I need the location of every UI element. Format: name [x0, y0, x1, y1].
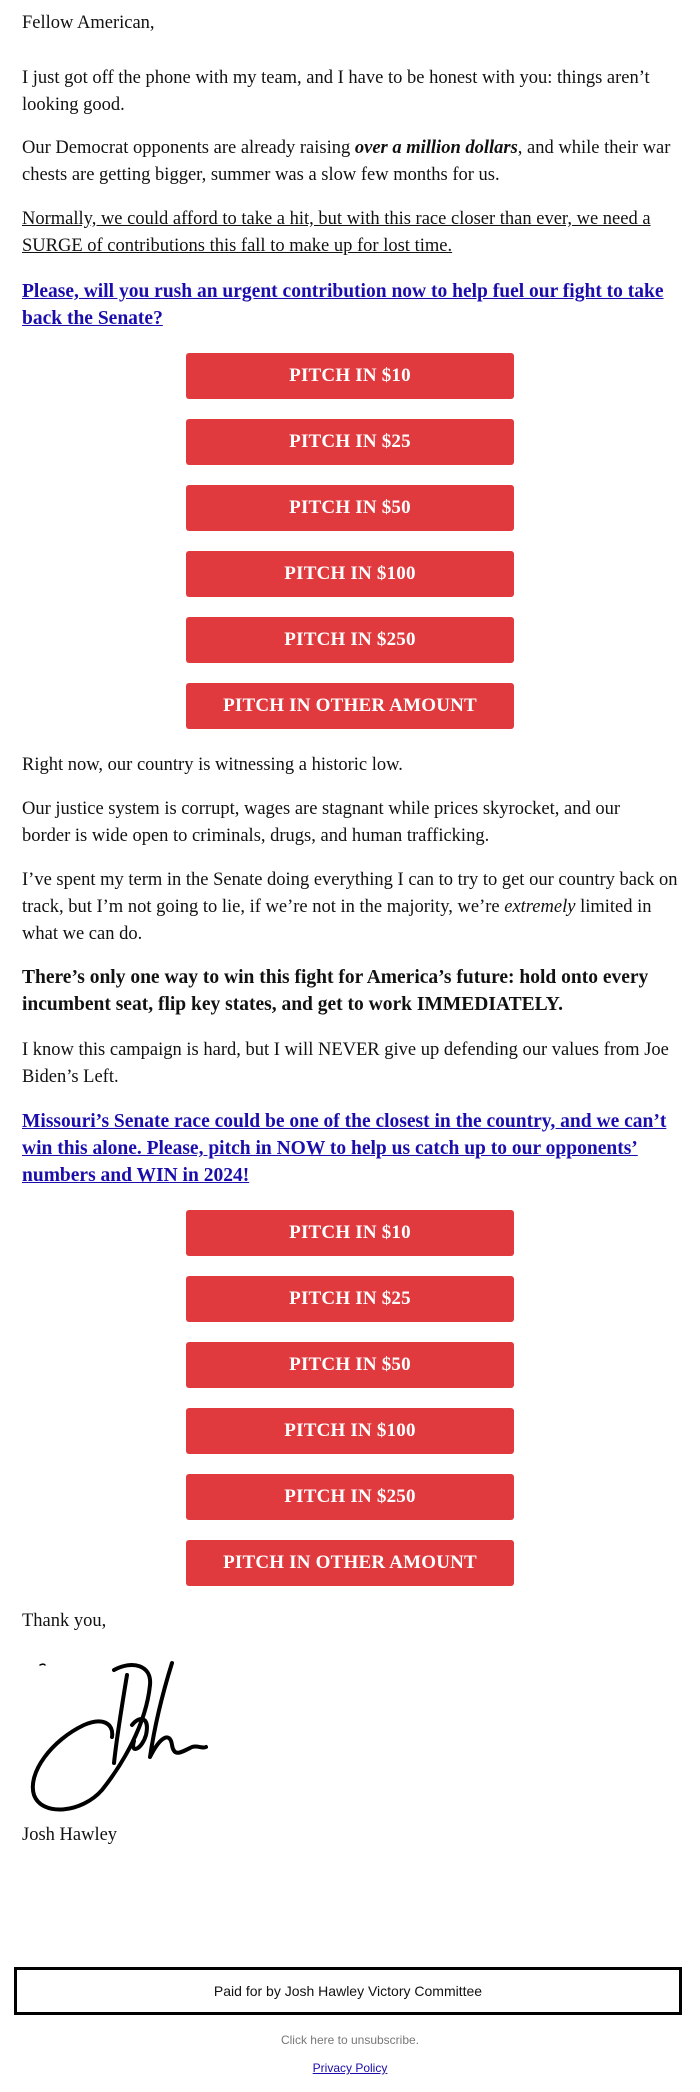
paid-for-box: [14, 1967, 682, 2015]
pitch-in-250-button[interactable]: PITCH IN $250: [186, 617, 514, 663]
pitch-in-50-button[interactable]: PITCH IN $50: [186, 485, 514, 531]
cta-link-missouri[interactable]: Missouri’s Senate race could be one of the closest in the country, and we can’t win this alone. Please, pitch in NOW to help us catch up to our opponents’ numbers and WIN in 2024!: [22, 1111, 667, 1186]
paragraph-one-way: There’s only one way to win this fight for America’s future: hold onto every incumbent seat, flip key states, and get to work IMMEDIATELY.: [22, 967, 649, 1015]
privacy-policy: [0, 2061, 700, 2075]
signoff: Thank you,: [22, 1611, 107, 1631]
extremely-emphasis: extremely: [504, 897, 576, 917]
signature-name: Josh Hawley: [22, 1825, 118, 1845]
pitch-in-25-button[interactable]: PITCH IN $25: [186, 1276, 514, 1322]
privacy-policy-link[interactable]: Privacy Policy: [312, 2061, 388, 2075]
greeting: Fellow American,: [22, 13, 155, 33]
paragraph-opponents-after: , and while their war chests are getting bigger, summer was a slow few months for us.: [22, 138, 671, 185]
pitch-in-25-button[interactable]: PITCH IN $25: [186, 419, 514, 465]
pitch-in-other-button[interactable]: PITCH IN OTHER AMOUNT: [186, 683, 514, 729]
paragraph-term: [22, 867, 678, 948]
pitch-in-100-button[interactable]: PITCH IN $100: [186, 551, 514, 597]
pitch-in-other-button[interactable]: PITCH IN OTHER AMOUNT: [186, 1540, 514, 1586]
pitch-in-10-button[interactable]: PITCH IN $10: [186, 1210, 514, 1256]
paragraph-opponents: [22, 135, 678, 189]
paragraph-term-after: limited in what we can do.: [22, 897, 652, 944]
signature-image: [22, 1645, 212, 1815]
donation-buttons-bottom: [186, 1210, 514, 1606]
pitch-in-100-button[interactable]: PITCH IN $100: [186, 1408, 514, 1454]
paid-for-text: Paid for by Josh Hawley Victory Committee: [213, 1983, 483, 1999]
paragraph-justice: Our justice system is corrupt, wages are stagnant while prices skyrocket, and our border is wide open to criminals, drugs, and human trafficking.: [22, 799, 620, 846]
paragraph-term-before: I’ve spent my term in the Senate doing everything I can to try to get our country back on track, but I’m not going to lie, if we’re not in the majority, we’re: [22, 870, 678, 917]
paragraph-intro: I just got off the phone with my team, and I have to be honest with you: things aren’t looking good.: [22, 68, 650, 115]
paragraph-opponents-before: Our Democrat opponents are already raising: [22, 138, 355, 158]
paragraph-surge: Normally, we could afford to take a hit, but with this race closer than ever, we need a SURGE of contributions this fall to make up for lost time.: [22, 209, 651, 256]
paragraph-never-give-up: I know this campaign is hard, but I will NEVER give up defending our values from Joe Biden’s Left.: [22, 1040, 669, 1087]
cta-link-senate[interactable]: Please, will you rush an urgent contribution now to help fuel our fight to take back the Senate?: [22, 281, 664, 329]
pitch-in-50-button[interactable]: PITCH IN $50: [186, 1342, 514, 1388]
million-dollars-emphasis: over a million dollars: [354, 138, 518, 158]
pitch-in-250-button[interactable]: PITCH IN $250: [186, 1474, 514, 1520]
unsubscribe-link[interactable]: Click here to unsubscribe.: [280, 2033, 420, 2047]
pitch-in-10-button[interactable]: PITCH IN $10: [186, 353, 514, 399]
paragraph-historic-low: Right now, our country is witnessing a historic low.: [22, 755, 403, 775]
donation-buttons-top: [186, 353, 514, 749]
